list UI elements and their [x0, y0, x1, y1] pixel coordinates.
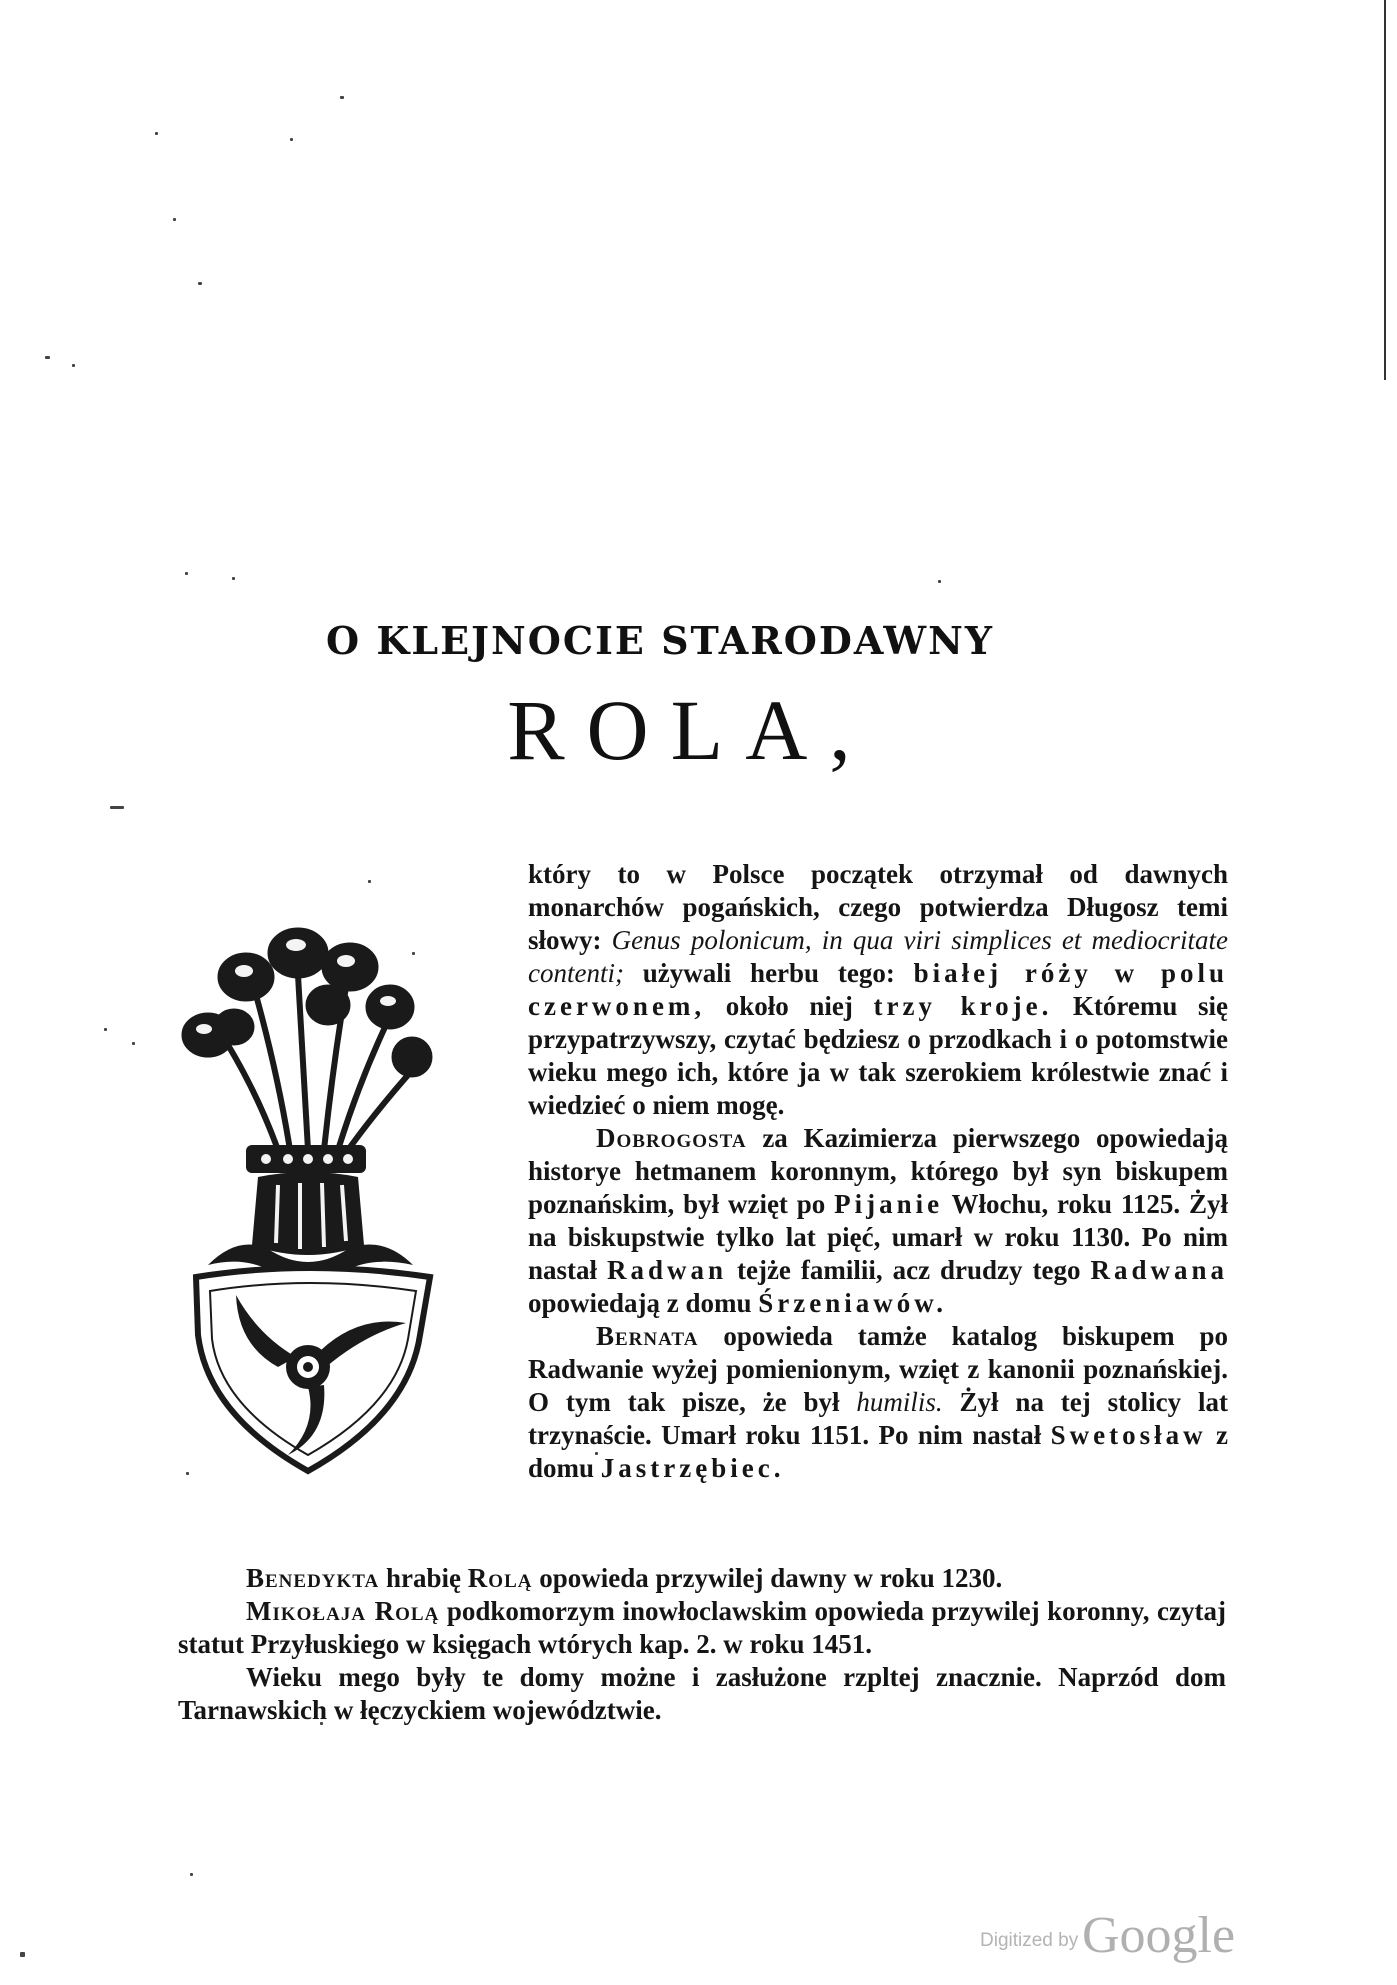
scan-speck: [20, 1952, 25, 1957]
text-run: za Kazimierza pierwszego opowiedają historye hetmanem koronnym, którego był syn biskupem poznańskim, był wzięt po: [528, 1123, 1228, 1219]
scan-speck: [110, 806, 124, 809]
scan-speck: [104, 1028, 107, 1031]
text-run: Włochu, roku 1125. Żył na biskupstwie tylko lat pięć, umarł w roku 1130. Po nim nastał: [528, 1189, 1228, 1285]
text-run: z domu: [528, 1420, 1229, 1483]
scan-speck: [185, 572, 188, 575]
scan-speck: [155, 132, 158, 135]
text-run: Mikołaja Rolą: [246, 1596, 440, 1626]
text-run: Tarnawskich: [178, 1695, 328, 1725]
text-run: używali herbu tego:: [623, 958, 914, 988]
scan-speck: [232, 577, 235, 580]
text-run: hrabię: [379, 1563, 468, 1593]
column-paragraphs: [528, 858, 1228, 1485]
text-run: Genus polonicum, in qua viri simplices et mediocritate contenti;: [528, 925, 1229, 988]
google-logo: Google: [1082, 1907, 1236, 1964]
full-paragraphs: [178, 1562, 1226, 1727]
scan-speck: [290, 138, 293, 141]
text-run: Śrzeniawów.: [758, 1288, 948, 1318]
scan-speck: [45, 356, 50, 359]
text-run: Benedykta: [246, 1563, 380, 1593]
page-title: ROLA,: [507, 682, 873, 778]
scan-speck: [72, 364, 75, 367]
scan-speck: [938, 580, 941, 583]
text-run: opowieda tamże katalog biskupem po Radwanie wyżej pomienionym, wzięt z kanonii poznańskiej. O tym tak pisze, że był: [528, 1321, 1228, 1417]
text-run: Jastrzębiec.: [600, 1453, 785, 1483]
text-run: Żył na tej stolicy lat trzynaście. Umarł roku 1151. Po nim nastał: [528, 1387, 1228, 1450]
rola-coat-of-arms-icon: [168, 915, 458, 1475]
paragraph: [178, 1562, 1226, 1595]
text-run: Radwan: [606, 1255, 728, 1285]
text-run: Wieku mego były te domy możne i zasłużone rzpltej znacznie. Naprzód dom: [246, 1662, 1226, 1692]
column-text: [528, 858, 1228, 1485]
text-run: białej róży w polu czerwonem,: [528, 958, 1228, 1021]
text-run: Pijanie: [834, 1189, 944, 1219]
paragraph: [528, 1122, 1228, 1320]
section-heading: O KLEJNOCIE STARODAWNY: [326, 618, 994, 663]
full-width-text: [178, 1562, 1226, 1727]
paragraph: [178, 1661, 1226, 1727]
text-run: około niej: [705, 991, 874, 1021]
paragraph: [178, 1595, 1226, 1661]
text-run: w łęczyckiem województwie.: [327, 1695, 662, 1725]
text-run: podkomorzym inowłoclawskim opowieda przywilej koronny, czytaj statut Przyłuskiego w księgach wtórych kap. 2. w roku 1451.: [178, 1596, 1226, 1659]
paragraph: [528, 858, 1228, 1122]
scan-speck: [198, 282, 202, 285]
paragraph: [528, 1320, 1228, 1485]
scan-speck: [340, 96, 344, 99]
watermark-prefix: Digitized by: [980, 1930, 1079, 1951]
text-run: tejże familii, acz drudzy tego: [727, 1255, 1091, 1285]
text-run: Rolą: [467, 1563, 533, 1593]
text-run: opowiedają z domu: [528, 1288, 759, 1318]
text-run: humilis.: [856, 1387, 943, 1417]
text-run: Któremu się przypatrzywszy, czytać będziesz o przodkach i o potomstwie wieku mego ich, które ja w tak szerokiem królestwie znać i wiedzieć o niem mogę.: [528, 991, 1229, 1120]
scan-speck: [190, 1873, 193, 1876]
digitized-watermark: [980, 1907, 1380, 1964]
text-run: Swetosław: [1050, 1420, 1207, 1450]
scan-speck: [368, 880, 371, 883]
text-run: Bernata: [596, 1321, 699, 1351]
text-run: który to w Polsce początek otrzymał od dawnych monarchów pogańskich, czego potwierdza Długosz temi słowy:: [528, 859, 1228, 955]
text-run: Radwana: [1090, 1255, 1228, 1285]
text-run: opowieda przywilej dawny w roku 1230.: [532, 1563, 1003, 1593]
text-run: trzy kroje.: [873, 991, 1053, 1021]
scan-speck: [173, 218, 176, 221]
text-run: Dobrogosta: [596, 1123, 747, 1153]
scan-speck: [132, 1042, 135, 1045]
scan-edge-line: [1384, 0, 1386, 380]
